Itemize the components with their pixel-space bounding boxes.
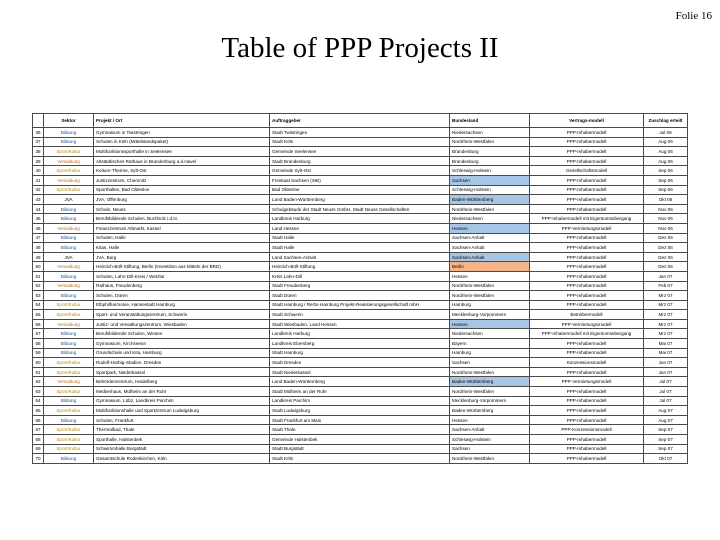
table-row <box>33 281 688 291</box>
zuschlag-cell: Aug 06 <box>644 147 688 157</box>
slide-number: Folie 16 <box>675 10 712 22</box>
zuschlag-cell: Mai 07 <box>644 348 688 358</box>
auftraggeber-cell: Heinrich-Böll-Stiftung <box>270 262 450 272</box>
table-row <box>33 214 688 224</box>
header-nr <box>33 114 44 128</box>
bundesland-cell: Sachsen-Anhalt <box>450 233 530 243</box>
zuschlag-cell: Dez 06 <box>644 243 688 253</box>
sektor-cell: Sport/Kultur <box>44 406 94 416</box>
table-row <box>33 137 688 147</box>
table-row <box>33 185 688 195</box>
row-number: 58 <box>33 339 44 349</box>
row-number: 40 <box>33 166 44 176</box>
vertragsmodell-cell: PPP-Inhabermodell <box>530 406 644 416</box>
projekt-cell: Gymnasium in Twistringen <box>94 128 270 138</box>
sektor-cell: Sport/Kultur <box>44 185 94 195</box>
table-row <box>33 204 688 214</box>
projekt-cell: Kitas, Halle <box>94 243 270 253</box>
vertragsmodell-cell: PPP-Inhabermodell <box>530 339 644 349</box>
table-row <box>33 252 688 262</box>
projekt-cell: Justizzentrum, Chemnitz <box>94 175 270 185</box>
row-number: 47 <box>33 233 44 243</box>
vertragsmodell-cell: PPP-Inhabermodell <box>530 175 644 185</box>
zuschlag-cell: Jun 07 <box>644 367 688 377</box>
bundesland-cell: Bayern <box>450 339 530 349</box>
table-row <box>33 156 688 166</box>
bundesland-cell: Sachsen-Anhalt <box>450 252 530 262</box>
vertragsmodell-cell: PPP-Inhabermodell <box>530 281 644 291</box>
sektor-cell: Bildung <box>44 204 94 214</box>
zuschlag-cell: Mrz 07 <box>644 300 688 310</box>
vertragsmodell-cell: PPP-Inhabermodell <box>530 204 644 214</box>
vertragsmodell-cell: PPP-Inhabermodell <box>530 387 644 397</box>
vertragsmodell-cell: PPP-Inhabermodell <box>530 454 644 464</box>
table-row <box>33 310 688 320</box>
bundesland-cell: Nordrhein-Westfalen <box>450 281 530 291</box>
table-row <box>33 262 688 272</box>
sektor-cell: Bildung <box>44 339 94 349</box>
sektor-cell: JVA <box>44 195 94 205</box>
table-row <box>33 339 688 349</box>
sektor-cell: Verwaltung <box>44 319 94 329</box>
sektor-cell: Bildung <box>44 415 94 425</box>
bundesland-cell: Sachsen <box>450 175 530 185</box>
auftraggeber-cell: Stadt Freudenberg <box>270 281 450 291</box>
table-row <box>33 319 688 329</box>
projekt-cell: Gesamtschule Rodenkirchen, Köln <box>94 454 270 464</box>
vertragsmodell-cell: PPP-Konzessionsmodell <box>530 425 644 435</box>
zuschlag-cell: Dez 06 <box>644 252 688 262</box>
row-number: 43 <box>33 195 44 205</box>
auftraggeber-cell: Stadt Thale <box>270 425 450 435</box>
bundesland-cell: Nordrhein-Westfalen <box>450 137 530 147</box>
projekt-cell: Elbphilharmonie, Hansestadt Hamburg <box>94 300 270 310</box>
sektor-cell: Sport/Kultur <box>44 166 94 176</box>
bundesland-cell: Nordrhein-Westfalen <box>450 387 530 397</box>
sektor-cell: Bildung <box>44 348 94 358</box>
header-projekt: Projekt / Ort <box>94 114 270 128</box>
table-row <box>33 243 688 253</box>
zuschlag-cell: Mrz 07 <box>644 329 688 339</box>
zuschlag-cell: Aug 06 <box>644 137 688 147</box>
auftraggeber-cell: Stadt Schwerin <box>270 310 450 320</box>
bundesland-cell: Berlin <box>450 262 530 272</box>
row-number: 39 <box>33 156 44 166</box>
table-row <box>33 435 688 445</box>
projekt-cell: Sporthalle, Halstenbek <box>94 435 270 445</box>
zuschlag-cell: Jan 07 <box>644 271 688 281</box>
sektor-cell: Sport/Kultur <box>44 300 94 310</box>
bundesland-cell: Nordrhein-Westfalen <box>450 291 530 301</box>
projekt-cell: Schule, Neuss <box>94 204 270 214</box>
auftraggeber-cell: Stadt Düren <box>270 291 450 301</box>
table-row <box>33 415 688 425</box>
bundesland-cell: Hessen <box>450 223 530 233</box>
vertragsmodell-cell: PPP-Inhabermodell <box>530 291 644 301</box>
bundesland-cell: Nordrhein-Westfalen <box>450 204 530 214</box>
auftraggeber-cell: Land Baden-Württemberg <box>270 195 450 205</box>
vertragsmodell-cell: PPP-Inhabermodell <box>530 415 644 425</box>
sektor-cell: Sport/Kultur <box>44 435 94 445</box>
projekt-cell: Schulen, Düren <box>94 291 270 301</box>
auftraggeber-cell: Landkreis Parchim <box>270 396 450 406</box>
header-bundesland: Bundesland <box>450 114 530 128</box>
row-number: 56 <box>33 319 44 329</box>
vertragsmodell-cell: Gesellschaftsmodell <box>530 166 644 176</box>
auftraggeber-cell: Bad Oldesloe <box>270 185 450 195</box>
projekt-cell: Schulen, Halle <box>94 233 270 243</box>
bundesland-cell: Hessen <box>450 271 530 281</box>
table-row <box>33 396 688 406</box>
vertragsmodell-cell: PPP-Inhabermodell mit Eigentumsübergang <box>530 214 644 224</box>
row-number: 63 <box>33 387 44 397</box>
projekt-cell: Multifunktionshalle und Sportzentrum Ludwigsburg <box>94 406 270 416</box>
sektor-cell: Sport/Kultur <box>44 310 94 320</box>
auftraggeber-cell: Gemeinde Halstenbek <box>270 435 450 445</box>
bundesland-cell: Schleswig-Holstein <box>450 166 530 176</box>
table-row <box>33 367 688 377</box>
row-number: 54 <box>33 300 44 310</box>
row-number: 53 <box>33 291 44 301</box>
row-number: 37 <box>33 137 44 147</box>
sektor-cell: Bildung <box>44 128 94 138</box>
vertragsmodell-cell: PPP-Inhabermodell <box>530 156 644 166</box>
auftraggeber-cell: Stadt Halle <box>270 233 450 243</box>
header-zuschlag: Zuschlag erteilt <box>644 114 688 128</box>
zuschlag-cell: Mai 07 <box>644 339 688 349</box>
sektor-cell: JVA <box>44 252 94 262</box>
projekt-cell: Gymnasium, Kirchseeon <box>94 339 270 349</box>
vertragsmodell-cell: PPP-Inhabermodell <box>530 137 644 147</box>
projekt-cell: Rathaus, Freudenberg <box>94 281 270 291</box>
zuschlag-cell: Mrz 07 <box>644 310 688 320</box>
zuschlag-cell: Dez 06 <box>644 233 688 243</box>
bundesland-cell: Baden-Württemberg <box>450 406 530 416</box>
auftraggeber-cell: Stadt Brandenburg <box>270 156 450 166</box>
row-number: 42 <box>33 185 44 195</box>
bundesland-cell: Sachsen-Anhalt <box>450 425 530 435</box>
projekt-cell: Berufsbildende Schulen, Buchholz i.d.N. <box>94 214 270 224</box>
bundesland-cell: Hessen <box>450 319 530 329</box>
table-row <box>33 233 688 243</box>
auftraggeber-cell: Stadt Frankfurt am Main <box>270 415 450 425</box>
sektor-cell: Bildung <box>44 454 94 464</box>
bundesland-cell: Brandenburg <box>450 147 530 157</box>
projekt-cell: Schwimmhalle Burgstädt <box>94 444 270 454</box>
bundesland-cell: Sachsen <box>450 444 530 454</box>
table-row <box>33 348 688 358</box>
auftraggeber-cell: Stadt Halle <box>270 243 450 253</box>
sektor-cell: Sport/Kultur <box>44 358 94 368</box>
projekt-cell: Heinrich-Böll-Stiftung, Berlin (Investition aus Mitteln der BRD) <box>94 262 270 272</box>
vertragsmodell-cell: PPP-Vermietungsmodell <box>530 377 644 387</box>
sektor-cell: Verwaltung <box>44 262 94 272</box>
vertragsmodell-cell: Betreibermodell <box>530 310 644 320</box>
projekt-cell: JVA, Offenburg <box>94 195 270 205</box>
bundesland-cell: Sachsen-Anhalt <box>450 243 530 253</box>
vertragsmodell-cell: PPP-Inhabermodell <box>530 128 644 138</box>
projekt-cell: Schulen, Frankfurt <box>94 415 270 425</box>
table-row <box>33 329 688 339</box>
row-number: 44 <box>33 204 44 214</box>
bundesland-cell: Brandenburg <box>450 156 530 166</box>
row-number: 49 <box>33 252 44 262</box>
row-number: 52 <box>33 281 44 291</box>
auftraggeber-cell: Stadt Hamburg / ReGe Hamburg Projekt-Realisierungsgesellschaft mbH <box>270 300 450 310</box>
vertragsmodell-cell: PPP-Inhabermodell <box>530 271 644 281</box>
bundesland-cell: Mecklenburg-Vorpommern <box>450 310 530 320</box>
table-row <box>33 454 688 464</box>
row-number: 66 <box>33 415 44 425</box>
zuschlag-cell: Sep 06 <box>644 185 688 195</box>
auftraggeber-cell: Stadt Köln <box>270 137 450 147</box>
auftraggeber-cell: Land Baden-Württemberg <box>270 377 450 387</box>
bundesland-cell: Niedersachsen <box>450 329 530 339</box>
auftraggeber-cell: Stadt Burgstädt <box>270 444 450 454</box>
row-number: 68 <box>33 435 44 445</box>
table-row <box>33 377 688 387</box>
auftraggeber-cell: Landkreis Harburg <box>270 329 450 339</box>
auftraggeber-cell: Landkreis Ebersberg <box>270 339 450 349</box>
projekt-cell: Medienhaus, Mülheim an der Ruhr <box>94 387 270 397</box>
auftraggeber-cell: Stadt Köln <box>270 454 450 464</box>
row-number: 62 <box>33 377 44 387</box>
row-number: 45 <box>33 214 44 224</box>
auftraggeber-cell: Schulgebäude der Stadt Neuss GmbH, Stadt Neuss Gesellschaften <box>270 204 450 214</box>
zuschlag-cell: Aug 07 <box>644 415 688 425</box>
sektor-cell: Verwaltung <box>44 281 94 291</box>
vertragsmodell-cell: PPP-Inhabermodell <box>530 252 644 262</box>
projekt-cell: Keitum-Therme, Sylt-Ost <box>94 166 270 176</box>
table-body <box>33 128 688 464</box>
row-number: 64 <box>33 396 44 406</box>
vertragsmodell-cell: PPP-Vermietungsmodell <box>530 319 644 329</box>
projekt-cell: Sportpark, Niederkassel <box>94 367 270 377</box>
sektor-cell: Bildung <box>44 233 94 243</box>
sektor-cell: Bildung <box>44 243 94 253</box>
table-row <box>33 175 688 185</box>
sektor-cell: Sport/Kultur <box>44 147 94 157</box>
zuschlag-cell: Nov 06 <box>644 223 688 233</box>
zuschlag-cell: Sep 07 <box>644 444 688 454</box>
zuschlag-cell: Feb 07 <box>644 281 688 291</box>
zuschlag-cell: Okt 06 <box>644 195 688 205</box>
page-title: Table of PPP Projects II <box>221 32 499 64</box>
sektor-cell: Sport/Kultur <box>44 387 94 397</box>
projekt-cell: Berufsbildende Schulen, Winsen <box>94 329 270 339</box>
zuschlag-cell: Jul 07 <box>644 377 688 387</box>
zuschlag-cell: Sep 07 <box>644 435 688 445</box>
row-number: 61 <box>33 367 44 377</box>
sektor-cell: Bildung <box>44 271 94 281</box>
table-row <box>33 444 688 454</box>
table-row <box>33 271 688 281</box>
sektor-cell: Bildung <box>44 137 94 147</box>
auftraggeber-cell: Stadt Wiesbaden, Land Hessen <box>270 319 450 329</box>
bundesland-cell: Schleswig-Holstein <box>450 185 530 195</box>
vertragsmodell-cell: PPP-Inhabermodell <box>530 444 644 454</box>
vertragsmodell-cell: PPP-Inhabermodell <box>530 435 644 445</box>
projekt-cell: Grundschule und Kita, Hamburg <box>94 348 270 358</box>
zuschlag-cell: Nov 06 <box>644 204 688 214</box>
table-row <box>33 291 688 301</box>
auftraggeber-cell: Landkreis Harburg <box>270 214 450 224</box>
bundesland-cell: Hamburg <box>450 348 530 358</box>
zuschlag-cell: Jul 07 <box>644 396 688 406</box>
vertragsmodell-cell: PPP-Inhabermodell <box>530 396 644 406</box>
sektor-cell: Sport/Kultur <box>44 367 94 377</box>
projekt-cell: Gymnasium, Lübz, Landkreis Parchim <box>94 396 270 406</box>
projekt-cell: Schulen in Köln (Mittelstandspaket) <box>94 137 270 147</box>
projekt-cell: Finanzzentrum Altmarkt, Kassel <box>94 223 270 233</box>
vertragsmodell-cell: PPP-Inhabermodell <box>530 262 644 272</box>
header-sektor: Sektor <box>44 114 94 128</box>
table-header-row <box>33 114 688 128</box>
projekt-cell: Schulen, Lahn-Dill-Kreis / Wetzlar <box>94 271 270 281</box>
row-number: 48 <box>33 243 44 253</box>
table-row <box>33 406 688 416</box>
table-row <box>33 166 688 176</box>
zuschlag-cell: Aug 07 <box>644 406 688 416</box>
table-row <box>33 425 688 435</box>
auftraggeber-cell: Stadt Ludwigsburg <box>270 406 450 416</box>
vertragsmodell-cell: PPP-Inhabermodell <box>530 147 644 157</box>
row-number: 50 <box>33 262 44 272</box>
sektor-cell: Bildung <box>44 214 94 224</box>
sektor-cell: Verwaltung <box>44 156 94 166</box>
vertragsmodell-cell: PPP-Inhabermodell <box>530 300 644 310</box>
header-vertragsmodell: Vertrags-modell <box>530 114 644 128</box>
table-row <box>33 358 688 368</box>
row-number: 36 <box>33 128 44 138</box>
row-number: 46 <box>33 223 44 233</box>
projekt-cell: Altstädtisches Rathaus in Brandenburg a.d.Havel <box>94 156 270 166</box>
sektor-cell: Sport/Kultur <box>44 425 94 435</box>
row-number: 41 <box>33 175 44 185</box>
projekt-cell: Multifunktionssporthalle in Seelensee <box>94 147 270 157</box>
zuschlag-cell: Jun 07 <box>644 358 688 368</box>
zuschlag-cell: Mrz 07 <box>644 291 688 301</box>
zuschlag-cell: Aug 06 <box>644 156 688 166</box>
table-row <box>33 223 688 233</box>
sektor-cell: Sport/Kultur <box>44 444 94 454</box>
vertragsmodell-cell: PPP-Inhabermodell <box>530 367 644 377</box>
bundesland-cell: Niedersachsen <box>450 128 530 138</box>
vertragsmodell-cell: PPP-Inhabermodell <box>530 233 644 243</box>
zuschlag-cell: Jul 07 <box>644 387 688 397</box>
vertragsmodell-cell: PPP-Inhabermodell <box>530 195 644 205</box>
sektor-cell: Verwaltung <box>44 175 94 185</box>
row-number: 60 <box>33 358 44 368</box>
sektor-cell: Verwaltung <box>44 223 94 233</box>
bundesland-cell: Sachsen <box>450 358 530 368</box>
bundesland-cell: Hamburg <box>450 300 530 310</box>
vertragsmodell-cell: PPP-Inhabermodell mit Eigentumsübergang <box>530 329 644 339</box>
bundesland-cell: Nordrhein-Westfalen <box>450 367 530 377</box>
bundesland-cell: Baden-Württemberg <box>450 377 530 387</box>
zuschlag-cell: Sep 06 <box>644 175 688 185</box>
vertragsmodell-cell: PPP-Inhabermodell <box>530 185 644 195</box>
auftraggeber-cell: Kreis Lahn-Dill <box>270 271 450 281</box>
bundesland-cell: Schleswig-Holstein <box>450 435 530 445</box>
row-number: 38 <box>33 147 44 157</box>
auftraggeber-cell: Gemeinde Sylt-Ost <box>270 166 450 176</box>
table-row <box>33 147 688 157</box>
auftraggeber-cell: Stadt Twistringen <box>270 128 450 138</box>
zuschlag-cell: Dez 06 <box>644 262 688 272</box>
sektor-cell: Verwaltung <box>44 377 94 387</box>
bundesland-cell: Niedersachsen <box>450 214 530 224</box>
projekt-cell: Sporthallen, Bad Oldesloe <box>94 185 270 195</box>
ppp-projects-table <box>32 113 688 464</box>
row-number: 65 <box>33 406 44 416</box>
bundesland-cell: Baden-Württemberg <box>450 195 530 205</box>
zuschlag-cell: Nov 06 <box>644 214 688 224</box>
sektor-cell: Bildung <box>44 396 94 406</box>
row-number: 70 <box>33 454 44 464</box>
vertragsmodell-cell: Konzessionsmodell <box>530 358 644 368</box>
header-auftraggeber: Auftraggeber <box>270 114 450 128</box>
table-row <box>33 387 688 397</box>
bundesland-cell: Mecklenburg-Vorpommern <box>450 396 530 406</box>
zuschlag-cell: Mrz 07 <box>644 319 688 329</box>
table-row <box>33 300 688 310</box>
row-number: 57 <box>33 329 44 339</box>
projekt-cell: Thermalbad, Thale <box>94 425 270 435</box>
zuschlag-cell: Sep 06 <box>644 166 688 176</box>
row-number: 55 <box>33 310 44 320</box>
zuschlag-cell: Sep 07 <box>644 425 688 435</box>
row-number: 67 <box>33 425 44 435</box>
projekt-cell: JVA, Burg <box>94 252 270 262</box>
projekt-cell: Sport- und Veranstaltungszentrum, Schwerin <box>94 310 270 320</box>
zuschlag-cell: Jul 06 <box>644 128 688 138</box>
vertragsmodell-cell: PPP-Vermietungsmodell <box>530 223 644 233</box>
auftraggeber-cell: Freistaat Sachsen (SIB) <box>270 175 450 185</box>
sektor-cell: Bildung <box>44 291 94 301</box>
auftraggeber-cell: Stadt Niederkassel <box>270 367 450 377</box>
sektor-cell: Bildung <box>44 329 94 339</box>
table-row <box>33 128 688 138</box>
auftraggeber-cell: Stadt Hamburg <box>270 348 450 358</box>
projekt-cell: Justiz- und Verwaltungszentrum, Wiesbaden <box>94 319 270 329</box>
row-number: 51 <box>33 271 44 281</box>
projekt-cell: Rudolf-Harbig-Stadion, Dresden <box>94 358 270 368</box>
projekt-cell: Behördenzentrum, Heidelberg <box>94 377 270 387</box>
row-number: 59 <box>33 348 44 358</box>
auftraggeber-cell: Stadt Mülheim an der Ruhr <box>270 387 450 397</box>
vertragsmodell-cell: PPP-Inhabermodell <box>530 243 644 253</box>
bundesland-cell: Nordrhein-Westfalen <box>450 454 530 464</box>
auftraggeber-cell: Land Hessen <box>270 223 450 233</box>
zuschlag-cell: Okt 07 <box>644 454 688 464</box>
auftraggeber-cell: Stadt Dresden <box>270 358 450 368</box>
auftraggeber-cell: Gemeinde Seelensee <box>270 147 450 157</box>
bundesland-cell: Hessen <box>450 415 530 425</box>
table-row <box>33 195 688 205</box>
auftraggeber-cell: Land Sachsen-Anhalt <box>270 252 450 262</box>
row-number: 69 <box>33 444 44 454</box>
vertragsmodell-cell: PPP-Inhabermodell <box>530 348 644 358</box>
